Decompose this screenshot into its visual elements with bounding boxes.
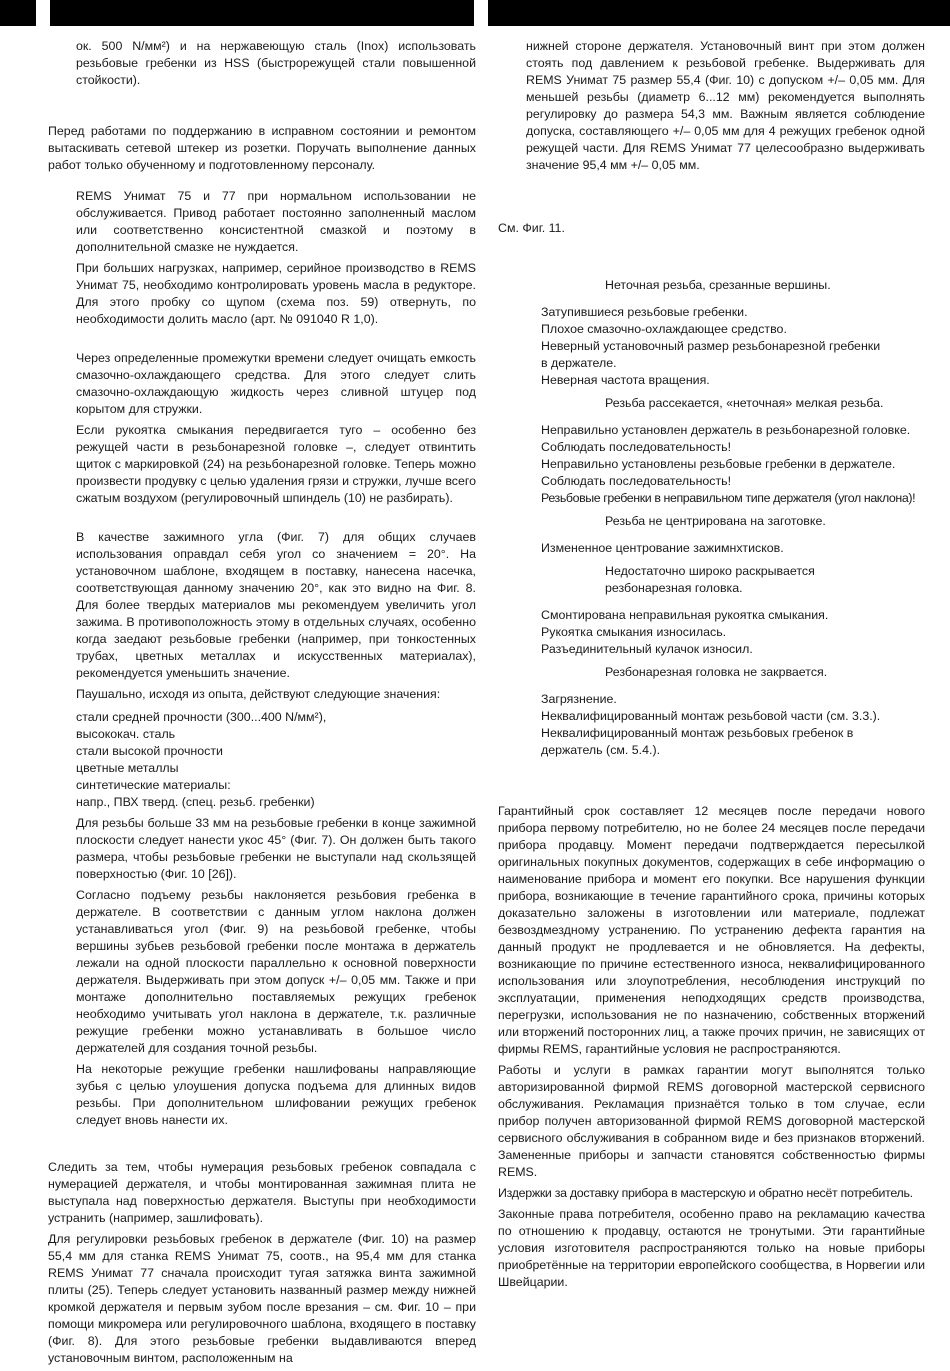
remedy-line: Неверный установочный размер резьбонарезной гребенки	[541, 339, 881, 353]
trouble-remedy	[541, 304, 925, 389]
remedy-line: Измененное центрование зажимнхтисков.	[541, 541, 784, 555]
cause-line: Резьба не центрирована на заготовке.	[605, 514, 826, 528]
trouble-cause	[541, 664, 925, 681]
angle-paragraph-3: Для резьбы больше 33 мм на резьбовые гребенки в конце зажимной плоскости следует нанести укос 45° (Фиг. 7). Он должен быть такого размера, чтобы резьбовые гребенки не выступали над скользящей поверхностью (Фиг. 10 [26]).	[76, 816, 476, 881]
mounting-paragraph-2: Для регулировки резьбовых гребенок в держателе (Фиг. 10) на размер 55,4 мм для станка REMS Унимат 75, соотв., на 95,4 мм для станка REMS Унимат 77 сначала происходит тугая затяжка винта зажимной плиты (25). Теперь следует установить названный размер между нижней кромкой держателя и первым зубом после врезания – см. Фиг. 10 – при помощи микромера или регулировочного шаблона, входящего в поставку (Фиг. 8). Для этого резьбовые гребенки выдавливаются вперед установочным винтом, расположенным на	[48, 1232, 476, 1365]
trouble-cause	[541, 395, 925, 412]
troubleshooting-list	[498, 277, 925, 759]
cause-line: Резбонарезная головка не закрвается.	[605, 665, 828, 679]
trouble-remedy	[541, 691, 925, 759]
left-column	[48, 38, 476, 1371]
warranty-paragraph-1: Гарантийный срок составляет 12 месяцев после передачи нового прибора первому потребителю, но не более 24 месяцев после передачи прибора продавцу. Момент передачи подтверждается пересылкой оригинальных покупных документов, содержащих в себе информацию о наименование прибора и момент его покупки. Все нарушения функции прибора, возникающие в течение гарантийного срока, причины которых доказательно заложены в изготовлении или материале, подлежат безвоздмездному устранению. По устранению дефекта гарантия на данный продукт не продлевается и не обновляется. На дефекты, возникающие по причине естественного износа, неквалифицированного использования или злоупотребления, несоблюдения инструкций по эксплуатации, применения неподходящих средств производства, перегрузки, использования не по назначению, собственных вторжений или вторжений посторонних лиц, а также прочих причин, не зависящих от фирмы REMS, гарантийные условия не распространяются.	[498, 804, 925, 1056]
remedy-line: держатель (см. 5.4.).	[541, 743, 661, 757]
remedy-line: в держателе.	[541, 356, 617, 370]
mounting-paragraph-1: Следить за тем, чтобы нумерация резьбовых гребенок совпадала с нумерацией держателя, и чтобы монтированная зажимная плита не выступала над поверхностью держателя. Выступы при необходимости устранить (например, зашлифовать).	[48, 1160, 476, 1225]
remedy-line: Загрязнение.	[541, 692, 617, 706]
material-item: стали высокой прочности	[76, 744, 223, 758]
maintenance-intro: Перед работами по поддержанию в исправном состоянии и ремонтом вытаскивать сетевой штекер из розетки. Поручать выполнение данных работ только обученному и подготовленному персоналу.	[48, 124, 476, 172]
angle-paragraph-2: Паушально, исходя из опыта, действуют следующие значения:	[76, 687, 441, 701]
cleaning-paragraph-1: Через определенные промежутки времени следует очищать емкость смазочно-охлаждающего средства. Для этого следует слить смазочно-охлаждающую жидкость через сливной штуцер под корытом для стружки.	[76, 351, 476, 416]
maintenance-paragraph-2: При больших нагрузках, например, серийное производство в REMS Унимат 75, необходимо контролировать уровень масла в редукторе. Для этого пробку со щупом (схема поз. 59) отвернуть, по необходимости долить масло (арт. № 091040 R 1,0).	[76, 261, 476, 326]
warranty-paragraph-3: Издержки за доставку прибора в мастерскую и обратно несёт потребитель.	[498, 1186, 913, 1200]
material-item: цветные металлы	[76, 761, 179, 775]
cause-line: Резьба рассекается, «неточная» мелкая резьба.	[605, 396, 884, 410]
adjustment-continuation: нижней стороне держателя. Установочный винт при этом должен стоять под давлением к резьбовой гребенке. Выдерживать для REMS Унимат 75 размер 55,4 (Фиг. 10) с допуском +/– 0,05 мм. Для меньшей резьбы (диаметр 6...12 мм) рекомендуется выполнять регулировку до размера 54,3 мм. Важным является соблюдение допуска, составляющего +/– 0,05 мм для 4 режущих гребенок одной режущей части. Для REMS Унимат 77 целесообразно выдерживать значение 95,4 мм +/– 0,05 мм.	[526, 39, 925, 172]
material-item: стали средней прочности (300...400 N/мм²),	[76, 710, 327, 724]
remedy-line: Рукоятка смыкания износилась.	[541, 625, 727, 639]
materials-list	[48, 709, 476, 811]
trouble-remedy	[541, 607, 925, 658]
trouble-cause	[541, 277, 925, 294]
angle-paragraph-1: В качестве зажимного угла (Фиг. 7) для общих случаев использования оправдал себя угол со значением = 20°. На установочном шаблоне, входящем в поставку, нанесена насечка, соответствующая данному значению 20°, как это видно на Фиг. 8. Для более твердых материалов мы рекомендуем увеличить угол зажима. В противоположность этому в отдельных случаях, особенно когда заедают резьбовые гребенки (например, при тонкостенных трубах, цветных металлах и искусственных материалах), рекомендуется уменьшить значение.	[76, 530, 476, 680]
remedy-line: Неверная частота вращения.	[541, 373, 710, 387]
remedy-line: Неквалифицированный монтаж резьбовой части (см. 3.3.).	[541, 709, 881, 723]
material-item: высококач. сталь	[76, 727, 176, 741]
material-item: синтетические материалы:	[76, 778, 231, 792]
trouble-remedy	[541, 540, 925, 557]
trouble-cause	[541, 563, 925, 597]
cause-line: резбонарезная головка.	[605, 581, 743, 595]
right-column	[498, 38, 925, 1295]
cleaning-paragraph-2: Если рукоятка смыкания передвигается туго – особенно без режущей части в резьбонарезной головке –, следует отвинтить щиток с маркировкой (24) на резьбонарезной головке. Теперь можно произвести продувку с целью удаления грязи и стружки, лучше всего сжатым воздухом (регулировочный шпиндель (10) не разбирать).	[76, 423, 476, 505]
warranty-paragraph-2: Работы и услуги в рамках гарантии могут выполнятся только авторизированной фирмой REMS договорной мастерской сервисного обслуживания. Рекламация признаётся только в том случае, если прибор получен авторизованной фирмой REMS договорной мастерской сервисного обслуживания в собранном виде и без признаков вторжений. Замененные приборы и запчасти становятся собственностью фирмы REMS.	[498, 1063, 925, 1179]
remedy-line: Неправильно установлен держатель в резьбонарезной головке.	[541, 423, 911, 437]
remedy-line: Неправильно установлены резьбовые гребенки в держателе.	[541, 457, 896, 471]
remedy-line: Резьбовые гребенки в неправильном типе держателя (угол наклона)!	[541, 491, 916, 505]
header-gap-mid	[474, 0, 488, 26]
angle-paragraph-5: На некоторые режущие гребенки нашлифованы направляющие зубья с целью улоушения допуска подъема для длинных видов резьбы. При дополнительном шлифовании режущих гребенок следует вновь нанести их.	[76, 1062, 476, 1127]
remedy-line: Соблюдать последовательность!	[541, 474, 732, 488]
remedy-line: Затупившиеся резьбовые гребенки.	[541, 305, 748, 319]
remedy-line: Смонтирована неправильная рукоятка смыкания.	[541, 608, 829, 622]
cause-line: Недостаточно широко раскрывается	[605, 564, 815, 578]
remedy-line: Неквалифицированный монтаж резьбовых гребенок в	[541, 726, 854, 740]
trouble-remedy	[541, 422, 925, 507]
remedy-line: Плохое смазочно-охлаждающее средство.	[541, 322, 787, 336]
remedy-line: Разъединительный кулачок износил.	[541, 642, 753, 656]
material-item: напр., ПВХ тверд. (спец. резьб. гребенки)	[76, 795, 315, 809]
cause-line: Неточная резьба, срезанные вершины.	[605, 278, 831, 292]
intro-paragraph: ок. 500 N/мм²) и на нержавеющую сталь (Inox) использовать резьбовые гребенки из HSS (быстрорежущей стали повышенной стойкости).	[76, 39, 476, 87]
remedy-line: Соблюдать последовательность!	[541, 440, 732, 454]
see-figure-note: См. Фиг. 11.	[498, 221, 565, 235]
warranty-paragraph-4: Законные права потребителя, особенно право на рекламацию качества по отношению к продавцу, остаются не тронутыми. Эти гарантийные условия изготовителя распространяются только на новые приборы приобретённые на территории европейского сообщества, в Норвегии или Швейцарии.	[498, 1207, 925, 1289]
maintenance-paragraph-1: REMS Унимат 75 и 77 при нормальном использовании не обслуживается. Привод работает постоянно заполненный маслом или соответственно консистентной смазкой и поэтому в дополнительной смазке не нуждается.	[76, 189, 476, 254]
angle-paragraph-4: Согласно подъему резьбы наклоняется резьбовия гребенка в держателе. В соответствии с данным углом наклона должен устанавливаться угол (Фиг. 9) на резьбовой гребенке, чтобы вершины зубьев резьбовой гребенки после монтажа в держатель лежали на одной плоскости параллельно к основной поверхности держателя. Выдерживать при этом допуск +/– 0,05 мм. Также и при монтаже дополнительно поставляемых режущих гребенок необходимо учитывать угол наклона в держателе, т.к. различные режущие гребенки можно устанавливать в большое число держателей для создания точной резьбы.	[76, 888, 476, 1055]
trouble-cause	[541, 513, 925, 530]
header-bar	[0, 0, 950, 26]
header-gap-left	[36, 0, 50, 26]
